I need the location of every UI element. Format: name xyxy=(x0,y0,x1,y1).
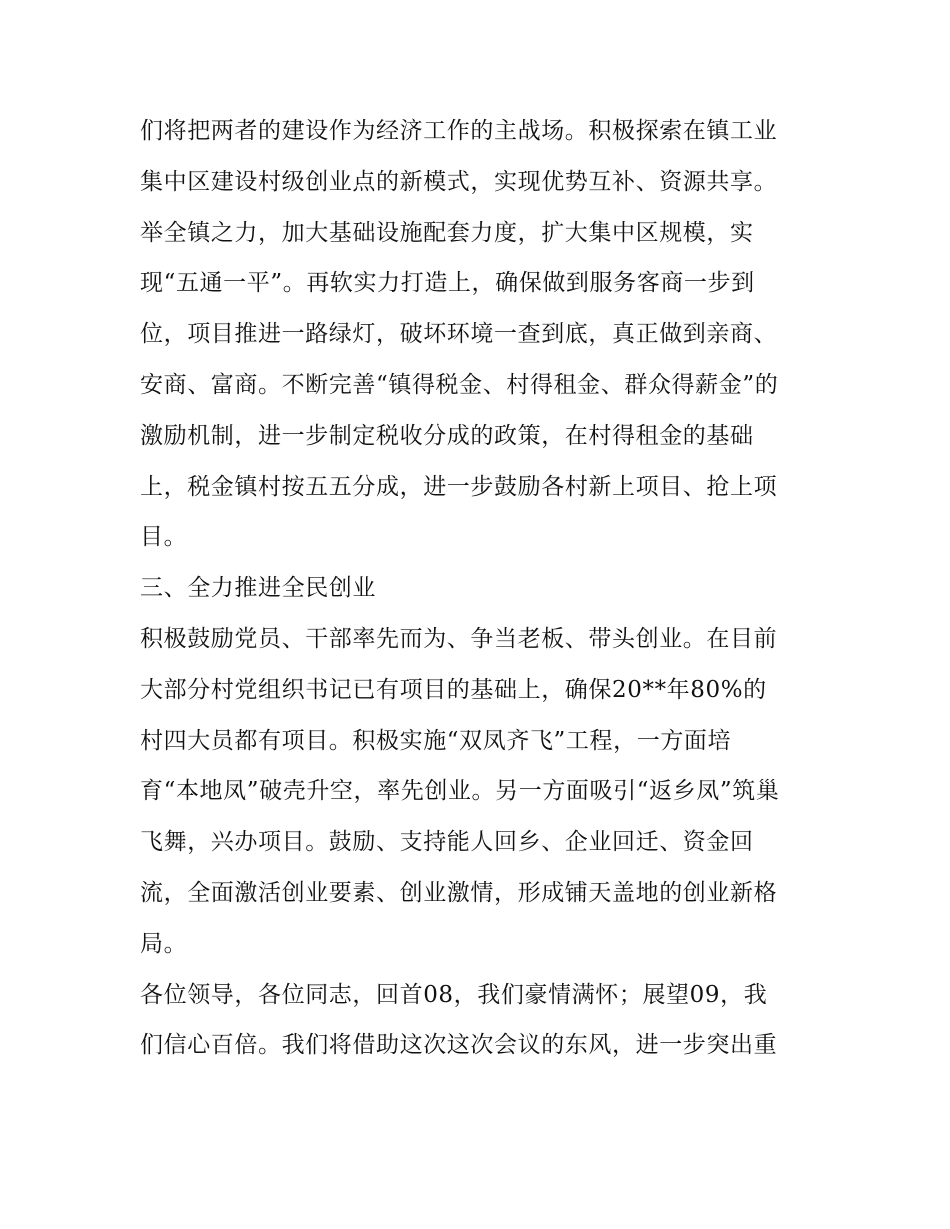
document-body xyxy=(140,106,820,1071)
text-line: 安商、富商。不断完善“镇得税金、村得租金、群众得薪金”的 xyxy=(140,371,779,398)
text-line: 位，项目推进一路绿灯，破坏环境一查到底，真正做到亲商、 xyxy=(140,321,778,348)
text-line: 飞舞，兴办项目。鼓励、支持能人回乡、企业回迁、资金回 xyxy=(140,829,754,856)
text-line: 现“五通一平”。再软实力打造上，确保做到服务客商一步到 xyxy=(140,270,755,297)
text-line: 局。 xyxy=(140,930,188,957)
text-line: 流，全面激活创业要素、创业激情，形成铺天盖地的创业新格 xyxy=(140,879,778,906)
text-line: 们信心百倍。我们将借助这次这次会议的东风，进一步突出重 xyxy=(140,1032,778,1059)
text-line: 集中区建设村级创业点的新模式，实现优势互补、资源共享。 xyxy=(140,168,778,195)
text-line: 各位领导，各位同志，回首08，我们豪情满怀；展望09，我 xyxy=(140,981,768,1008)
text-line: 目。 xyxy=(140,524,188,551)
text-line: 们将把两者的建设作为经济工作的主战场。积极探索在镇工业 xyxy=(140,118,778,144)
text-line: 村四大员都有项目。积极实施“双凤齐飞”工程，一方面培 xyxy=(140,727,732,754)
section-heading: 三、全力推进全民创业 xyxy=(140,575,376,602)
text-line: 举全镇之力，加大基础设施配套力度，扩大集中区规模，实 xyxy=(140,219,754,246)
text-line: 激励机制，进一步制定税收分成的政策，在村得租金的基础 xyxy=(140,422,754,449)
text-line: 育“本地凤”破壳升空，率先创业。另一方面吸引“返乡凤”筑巢 xyxy=(140,778,780,805)
text-line: 上，税金镇村按五五分成，进一步鼓励各村新上项目、抢上项 xyxy=(140,473,778,500)
text-line: 积极鼓励党员、干部率先而为、争当老板、带头创业。在目前 xyxy=(140,625,778,652)
text-line: 大部分村党组织书记已有项目的基础上，确保20**年80%的 xyxy=(140,676,767,703)
